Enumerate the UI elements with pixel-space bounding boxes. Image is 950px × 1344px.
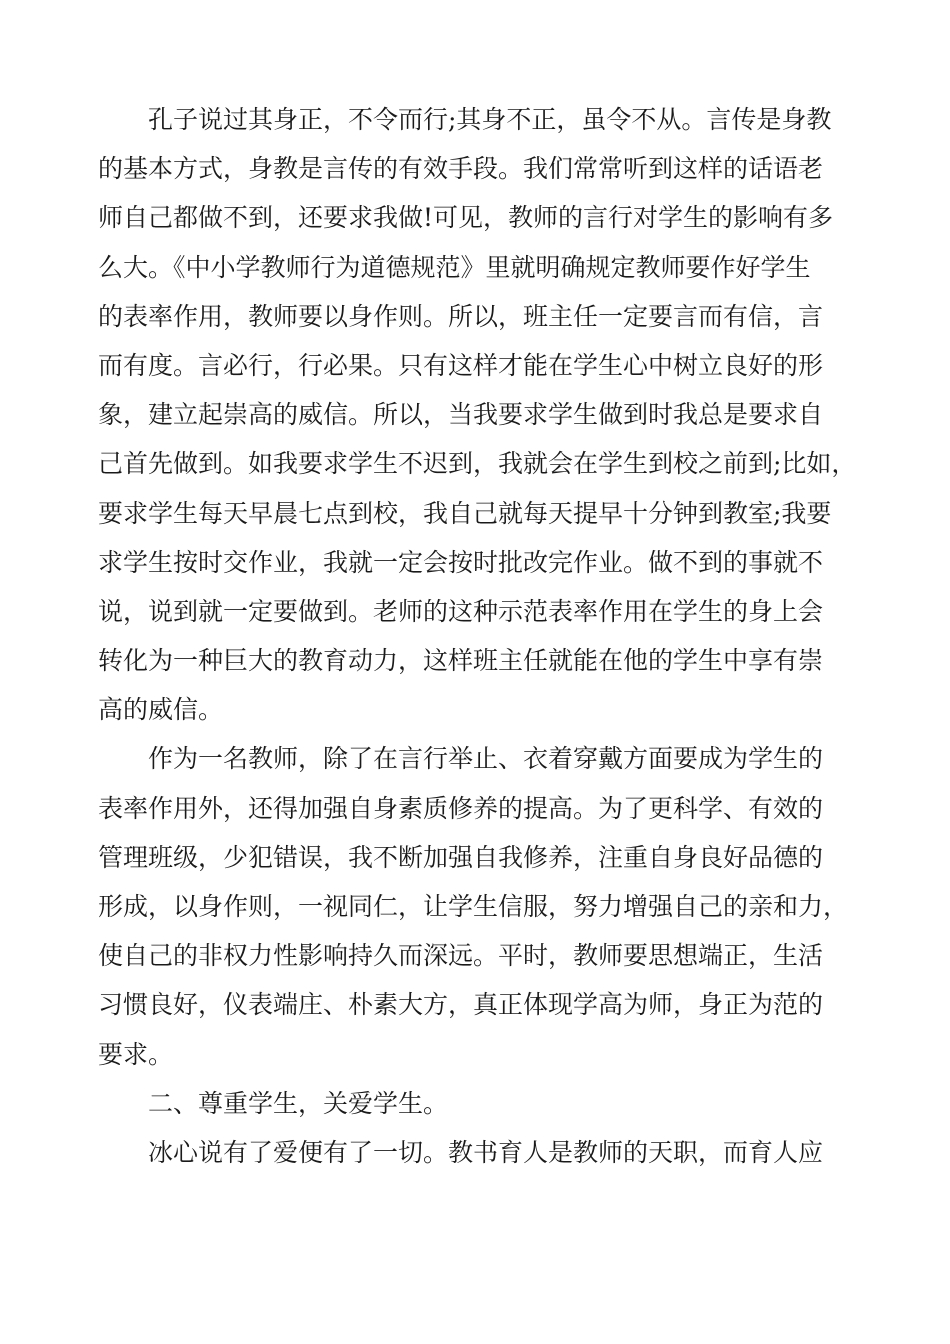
text-line: 而有度。言必行，行必果。只有这样才能在学生心中树立良好的形 [98, 350, 824, 380]
paragraph-3 [98, 1128, 868, 1177]
document-body [98, 95, 868, 1177]
text-line: 高的威信。 [98, 695, 224, 725]
text-line: 孔子说过其身正，不令而行;其身不正，虽令不从。言传是身教 [148, 105, 832, 134]
text-line: 管理班级，少犯错误，我不断加强自我修养，注重自身良好品德的 [98, 842, 824, 872]
text-line: 转化为一种巨大的教育动力，这样班主任就能在他的学生中享有崇 [98, 646, 824, 676]
text-line: 要求学生每天早晨七点到校，我自己就每天提早十分钟到教室;我要 [98, 498, 832, 528]
text-line: 作为一名教师，除了在言行举止、衣着穿戴方面要成为学生的 [148, 744, 824, 774]
text-line: 己首先做到。如我要求学生不迟到，我就会在学生到校之前到;比如， [98, 449, 857, 479]
text-line: 表率作用外，还得加强自身素质修养的提高。为了更科学、有效的 [98, 793, 824, 823]
text-line: 么大。《中小学教师行为道德规范》里就明确规定教师要作好学生 [98, 252, 811, 282]
text-line: 习惯良好，仪表端庄、朴素大方，真正体现学高为师，身正为范的 [98, 990, 824, 1020]
section-heading-text: 二、尊重学生，关爱学生。 [148, 1088, 449, 1118]
text-line: 师自己都做不到，还要求我做!可见，教师的言行对学生的影响有多 [98, 203, 834, 233]
text-line: 的表率作用，教师要以身作则。所以，班主任一定要言而有信，言 [98, 301, 824, 331]
paragraph-1 [98, 95, 868, 734]
text-line: 冰心说有了爱便有了一切。教书育人是教师的天职，而育人应 [148, 1137, 824, 1167]
text-line: 说，说到就一定要做到。老师的这种示范表率作用在学生的身上会 [98, 596, 824, 626]
text-line: 象，建立起崇高的威信。所以，当我要求学生做到时我总是要求自 [98, 400, 824, 430]
text-line: 形成，以身作则，一视同仁，让学生信服，努力增强自己的亲和力， [98, 892, 849, 921]
text-line: 的基本方式，身教是言传的有效手段。我们常常听到这样的话语老 [98, 154, 824, 184]
text-line: 求学生按时交作业，我就一定会按时批改完作业。做不到的事就不 [98, 547, 824, 577]
text-line: 要求。 [98, 1039, 174, 1069]
paragraph-2 [98, 734, 868, 1078]
section-heading [98, 1079, 868, 1128]
text-line: 使自己的非权力性影响持久而深远。平时，教师要思想端正，生活 [98, 941, 824, 971]
